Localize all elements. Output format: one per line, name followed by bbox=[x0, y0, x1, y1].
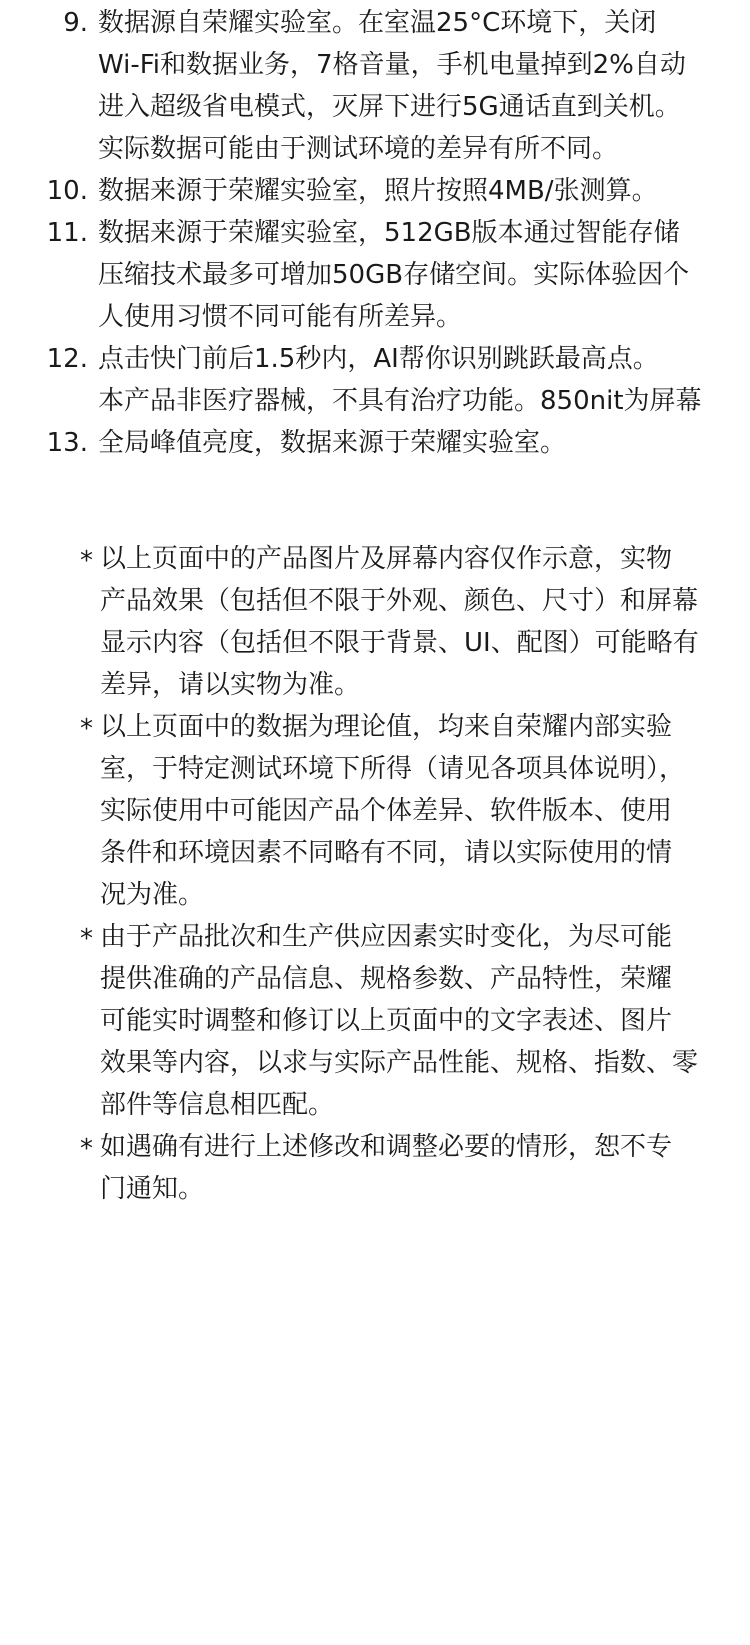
asterisk-marker: * bbox=[80, 546, 93, 576]
disclaimer-line: 可能实时调整和修订以上页面中的文字表述、图片 bbox=[100, 1006, 673, 1036]
footnote-line: 人使用习惯不同可能有所差异。 bbox=[98, 302, 463, 332]
disclaimer-item bbox=[0, 916, 750, 1126]
footnote-line: 数据源自荣耀实验室。在室温25°C环境下，关闭 bbox=[98, 8, 657, 38]
disclaimer-line: 门通知。 bbox=[100, 1174, 205, 1204]
footnote-item bbox=[0, 170, 750, 212]
asterisk-marker: * bbox=[80, 1134, 93, 1164]
footnote-item bbox=[0, 338, 750, 422]
footnote-item bbox=[0, 422, 750, 464]
disclaimer-line: 产品效果（包括但不限于外观、颜色、尺寸）和屏幕 bbox=[100, 586, 699, 616]
footnote-line: 全局峰值亮度，数据来源于荣耀实验室。 bbox=[98, 428, 567, 458]
disclaimer-line: 室，于特定测试环境下所得（请见各项具体说明）， bbox=[100, 754, 686, 784]
disclaimer-line: 条件和环境因素不同略有不同，请以实际使用的情 bbox=[100, 838, 673, 868]
footnote-number: 13. bbox=[46, 428, 88, 458]
footnote-line: 本产品非医疗器械，不具有治疗功能。850nit为屏幕 bbox=[98, 386, 702, 416]
footnote-list bbox=[0, 2, 750, 464]
disclaimer-line: 以上页面中的数据为理论值，均来自荣耀内部实验 bbox=[100, 712, 673, 742]
footnote-line: 压缩技术最多可增加50GB存储空间。实际体验因个 bbox=[98, 260, 690, 290]
disclaimer-line: 显示内容（包括但不限于背景、UI、配图）可能略有 bbox=[100, 628, 699, 658]
footnote-line: 点击快门前后1.5秒内，AI帮你识别跳跃最高点。 bbox=[98, 344, 659, 374]
footnote-number: 12. bbox=[46, 344, 88, 374]
disclaimer-line: 提供准确的产品信息、规格参数、产品特性，荣耀 bbox=[100, 964, 673, 994]
disclaimer-line: 差异，请以实物为准。 bbox=[100, 670, 361, 700]
footnote-number: 9. bbox=[63, 8, 88, 38]
footnote-line: 数据来源于荣耀实验室，照片按照4MB/张测算。 bbox=[98, 176, 658, 206]
disclaimer-line: 以上页面中的产品图片及屏幕内容仅作示意，实物 bbox=[100, 544, 673, 574]
footnote-item bbox=[0, 212, 750, 338]
disclaimer-line: 效果等内容，以求与实际产品性能、规格、指数、零 bbox=[100, 1048, 699, 1078]
footnote-number: 11. bbox=[46, 218, 88, 248]
disclaimer-item bbox=[0, 706, 750, 916]
disclaimer-line: 如遇确有进行上述修改和调整必要的情形，恕不专 bbox=[100, 1132, 673, 1162]
footnote-number: 10. bbox=[46, 176, 88, 206]
disclaimer-list bbox=[0, 538, 750, 1210]
footnote-line: Wi-Fi和数据业务，7格音量，手机电量掉到2%自动 bbox=[98, 50, 686, 80]
footnote-line: 进入超级省电模式，灭屏下进行5G通话直到关机。 bbox=[98, 92, 681, 122]
disclaimer-item bbox=[0, 538, 750, 706]
asterisk-marker: * bbox=[80, 924, 93, 954]
disclaimer-line: 况为准。 bbox=[100, 880, 205, 910]
disclaimer-line: 部件等信息相匹配。 bbox=[100, 1090, 335, 1120]
footnote-line: 数据来源于荣耀实验室，512GB版本通过智能存储 bbox=[98, 218, 680, 248]
asterisk-marker: * bbox=[80, 714, 93, 744]
footnote-item bbox=[0, 2, 750, 170]
disclaimer-line: 实际使用中可能因产品个体差异、软件版本、使用 bbox=[100, 796, 673, 826]
disclaimer-line: 由于产品批次和生产供应因素实时变化，为尽可能 bbox=[100, 922, 673, 952]
footnote-line: 实际数据可能由于测试环境的差异有所不同。 bbox=[98, 134, 619, 164]
disclaimer-item bbox=[0, 1126, 750, 1210]
